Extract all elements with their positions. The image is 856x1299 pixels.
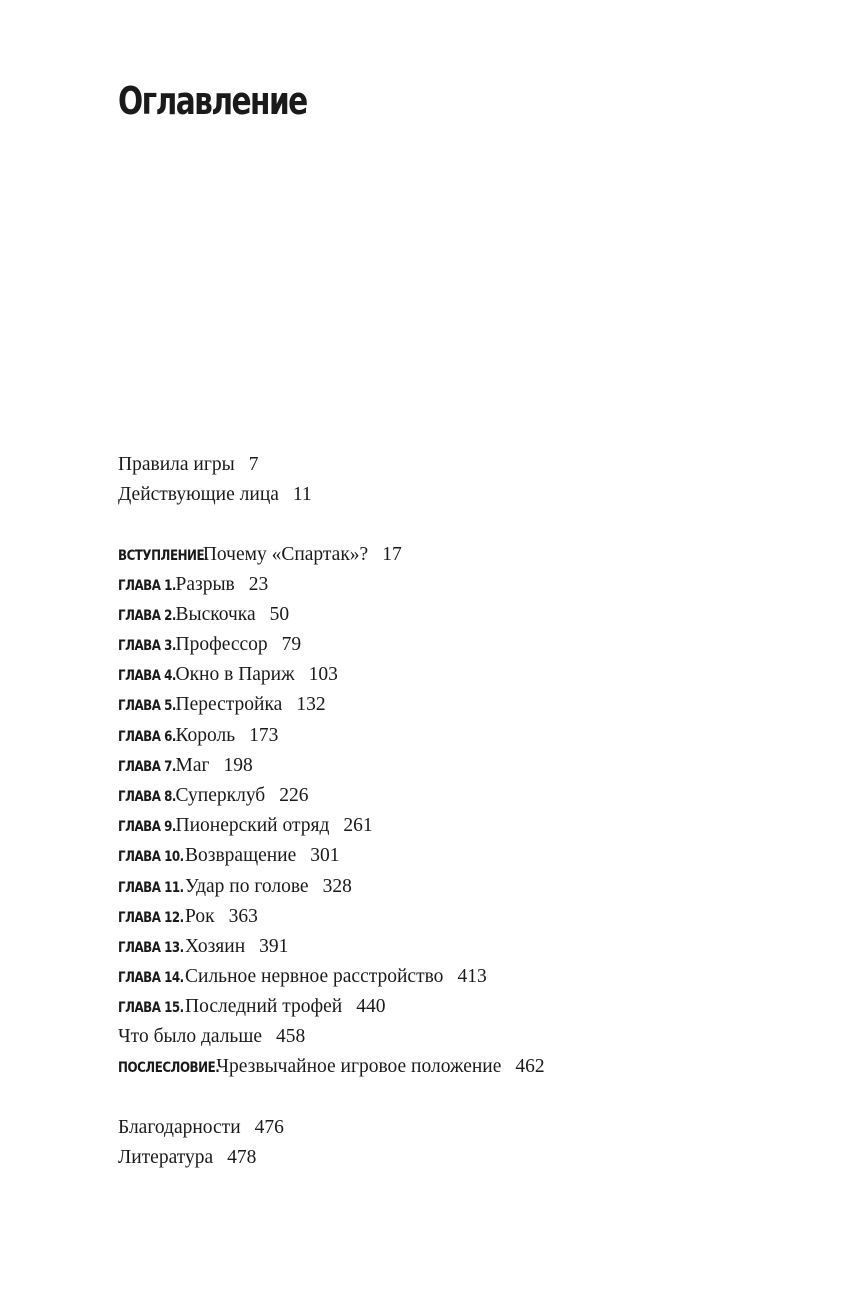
toc-entry-page: 50 xyxy=(269,604,290,625)
toc-entry-title: Чрезвычайное игровое положение xyxy=(216,1056,502,1077)
toc-entry-label: ПОСЛЕСЛОВИЕ. xyxy=(118,1060,220,1076)
toc-entry-page: 301 xyxy=(310,845,340,866)
toc-entry[interactable] xyxy=(118,603,289,628)
toc-entry-page: 226 xyxy=(279,785,309,806)
toc-entry[interactable] xyxy=(118,724,278,749)
toc-entry-title: Литература xyxy=(118,1147,214,1168)
toc-entry[interactable] xyxy=(118,784,308,809)
toc-entry[interactable] xyxy=(118,633,301,658)
toc-entry-label: ГЛАВА 9. xyxy=(118,819,176,835)
toc-entry-page: 17 xyxy=(382,544,402,565)
toc-entry[interactable] xyxy=(118,905,258,930)
toc-entry[interactable] xyxy=(118,995,385,1020)
toc-entry-page: 261 xyxy=(343,815,373,836)
toc-entry-title: Разрыв xyxy=(175,574,235,595)
toc-entry-page: 103 xyxy=(308,664,338,685)
toc-entry-label: ГЛАВА 7. xyxy=(118,759,176,775)
toc-entry[interactable] xyxy=(118,844,340,869)
toc-entry-title: Что было дальше xyxy=(118,1026,262,1047)
toc-entry-label: ГЛАВА 3. xyxy=(118,638,176,654)
toc-entry-title: Рок xyxy=(185,906,215,927)
toc-entry-title: Почему «Спартак»? xyxy=(202,544,369,565)
toc-entry-title: Перестройка xyxy=(175,694,283,715)
toc-entry-page: 478 xyxy=(227,1147,257,1168)
toc-entry[interactable] xyxy=(118,693,326,718)
toc-entry-page: 132 xyxy=(296,694,326,715)
toc-entry-page: 328 xyxy=(322,876,352,897)
toc-entry[interactable] xyxy=(118,1116,284,1140)
toc-entry-title: Удар по голове xyxy=(185,876,309,897)
toc-entry-page: 458 xyxy=(275,1026,306,1047)
toc-entry[interactable] xyxy=(118,483,312,507)
toc-entry-title: Хозяин xyxy=(185,936,246,957)
toc-entry-label: ГЛАВА 14. xyxy=(118,970,184,986)
toc-entry-label: ВСТУПЛЕНИЕ. xyxy=(118,548,209,564)
toc-entry-title: Пионерский отряд xyxy=(175,815,330,836)
toc-entry-page: 440 xyxy=(356,996,386,1017)
toc-entry-title: Действующие лица xyxy=(118,484,279,505)
toc-entry-page: 79 xyxy=(281,634,302,655)
toc-entry[interactable] xyxy=(118,543,402,568)
toc-entry[interactable] xyxy=(118,1025,305,1049)
toc-entry-title: Король xyxy=(175,725,236,746)
toc-entry-label: ГЛАВА 4. xyxy=(118,668,176,684)
toc-entry-page: 363 xyxy=(228,906,258,927)
toc-entry[interactable] xyxy=(118,935,288,960)
toc-entry-page: 476 xyxy=(254,1117,284,1138)
toc-entry-label: ГЛАВА 8. xyxy=(118,789,176,805)
toc-entry[interactable] xyxy=(118,814,373,839)
page-title: Оглавление xyxy=(118,79,307,123)
toc-entry-page: 413 xyxy=(457,966,487,987)
toc-entry-title: Маг xyxy=(175,755,210,776)
toc-entry-page: 11 xyxy=(292,484,312,505)
toc-entry-title: Сильное нервное расстройство xyxy=(185,966,444,987)
toc-entry-title: Выскочка xyxy=(175,604,256,625)
toc-entry-label: ГЛАВА 12. xyxy=(118,910,184,926)
toc-entry-label: ГЛАВА 2. xyxy=(118,608,176,624)
toc-entry-title: Возвращение xyxy=(185,845,297,866)
toc-entry[interactable] xyxy=(118,875,352,900)
toc-entry-title: Благодарности xyxy=(118,1117,241,1138)
toc-entry-page: 7 xyxy=(248,454,259,475)
toc-entry-title: Суперклуб xyxy=(175,785,266,806)
toc-entry[interactable] xyxy=(118,754,253,779)
toc-entry-title: Правила игры xyxy=(118,454,235,475)
toc-entry-label: ГЛАВА 11. xyxy=(118,880,184,896)
toc-entry-label: ГЛАВА 1. xyxy=(118,578,176,594)
toc-entry[interactable] xyxy=(118,965,487,990)
toc-entry[interactable] xyxy=(118,663,338,688)
toc-entry[interactable] xyxy=(118,1055,545,1080)
toc-entry[interactable] xyxy=(118,1146,256,1170)
toc-entry[interactable] xyxy=(118,453,258,477)
toc-entry[interactable] xyxy=(118,573,268,598)
toc-entry-page: 198 xyxy=(223,755,253,776)
toc-entry-page: 462 xyxy=(515,1056,545,1077)
toc-entry-page: 391 xyxy=(259,936,289,957)
toc-entry-label: ГЛАВА 10. xyxy=(118,849,184,865)
toc-entry-label: ГЛАВА 13. xyxy=(118,940,184,956)
toc-entry-page: 23 xyxy=(248,574,269,595)
toc-entry-title: Окно в Париж xyxy=(175,664,295,685)
toc-entry-page: 173 xyxy=(249,725,279,746)
toc-entry-title: Профессор xyxy=(175,634,268,655)
toc-entry-label: ГЛАВА 15. xyxy=(118,1000,184,1016)
toc-entry-label: ГЛАВА 6. xyxy=(118,729,176,745)
toc-entry-title: Последний трофей xyxy=(185,996,343,1017)
toc-entry-label: ГЛАВА 5. xyxy=(118,698,176,714)
